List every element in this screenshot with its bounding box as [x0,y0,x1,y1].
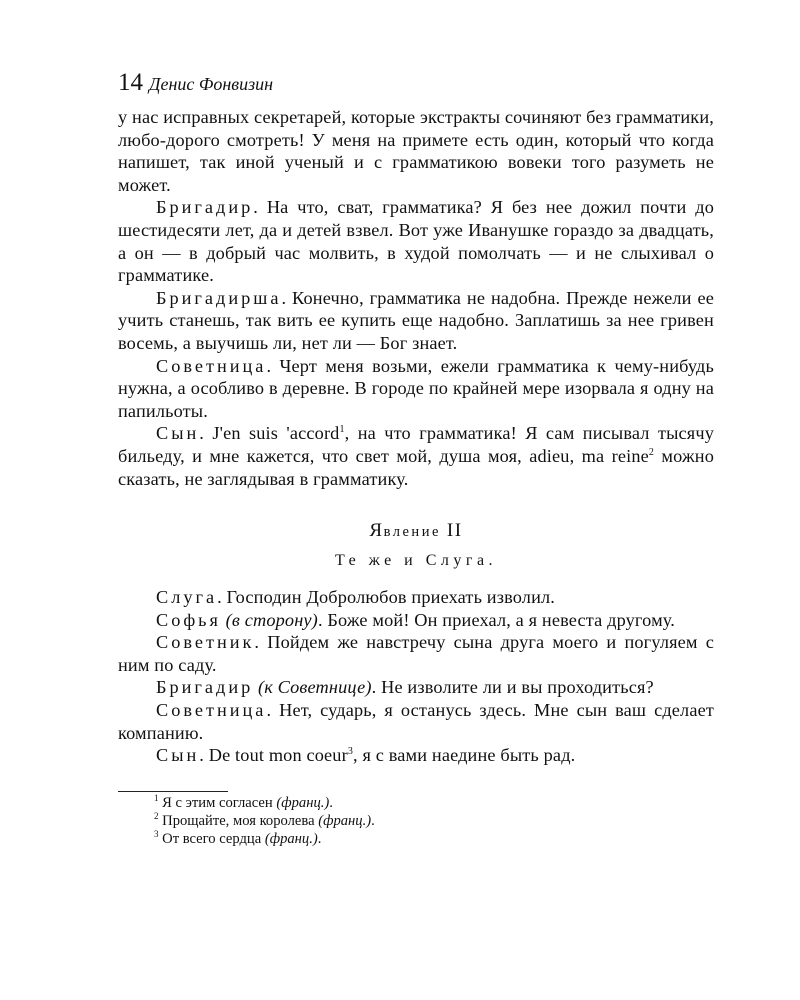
dialogue-text: Нет, сударь, я останусь здесь. Мне сын ваш сделает компанию. [118,700,714,743]
speaker-name: Слуга [156,587,218,608]
dialogue-line-syn-2: Сын. De tout mon coeur$^3$, я с вами наедине быть рад. [156,745,576,766]
dialogue-line-brigadirsha: Бригадирша. Конечно, грамматика не надобна. Прежде нежели ее учить станешь, так вить ее купить еще надобно. Заплатишь за нее гривен восемь, а выучишь ли, нет ли — Бог знает. [118,287,714,353]
speaker-name: Советница [156,355,267,376]
scene-heading-initial: Я [369,520,384,542]
speaker-name: Бригадир [156,197,254,218]
speaker-name: Бригадирша [156,287,282,308]
dialogue-text: можно сказать, не заглядывая в грамматику. [118,445,714,489]
scene-heading [118,518,714,544]
paragraph-text: у нас исправных секретарей, которые экстракты сочиняют без грамматики, любо-дорого смотреть! У меня на примете есть один, который что когда напишет, так иной ученый и с грамматикою вовеки того разуметь не может. [118,107,714,195]
paragraph-continuation [118,106,714,196]
speaker-name: Софья [156,609,221,630]
footnote-divider [118,791,228,792]
footnote-language: (франц.) [264,830,318,847]
speaker-name: Сын [156,423,200,444]
dialogue-text: Боже мой! Он приехал, а я невеста другому. [327,609,675,630]
footnote-marker[interactable]: 2 [648,446,655,458]
dialogue-line-sovetnitsa: Советница. Черт меня возьми, ежели грамматика к чему-нибудь нужна, а особливо в деревне. В городе по крайней мере изорвала я одну на папильоты. [118,355,714,421]
dialogue-line-sovetnik: Советник. Пойдем же навстречу сына друга моего и погуляем с ним по саду. [118,632,714,675]
footnote-marker[interactable]: 1 [339,424,345,436]
footnote-number: 2 [154,810,159,821]
speaker-name: Советник [156,632,255,653]
dialogue-text: , я с вами наедине быть рад. [353,745,576,766]
stage-direction: (в сторону) [225,609,318,630]
speaker-name: Советница [156,700,267,721]
dialogue-text: J'en suis 'accord [212,423,340,444]
footnote-number: 1 [154,792,159,803]
running-head-author: Денис Фонвизин [149,74,274,94]
dialogue-text: Пойдем же навстречу сына друга моего и погуляем с ним по саду. [118,632,714,675]
book-page [118,68,714,848]
scene-body-text [118,586,714,767]
dialogue-line-brigadir-2: Бригадир (к Советнице). Не изволите ли и вы проходиться? [156,677,654,698]
body-text [118,106,714,490]
footnote-item [154,830,714,848]
footnote-text: Прощайте, моя королева [162,812,315,829]
footnote-text: От всего сердца [162,830,262,847]
footnote-number: 3 [154,828,159,839]
running-head [118,68,714,98]
speaker-name: Сын [156,745,200,766]
stage-direction: (к Советнице) [258,677,372,698]
dialogue-text: Господин Добролюбов приехать изволил. [226,587,555,608]
scene-heading-word: вление [383,524,441,541]
scene-heading-number: II [446,520,463,542]
footnote-item [154,794,714,812]
footnote-language: (франц.) [318,812,372,829]
footnote-marker[interactable]: 3 [347,746,353,758]
footnote-text: Я с этим согласен [162,794,273,811]
dialogue-text: Не изволите ли и вы проходиться? [381,677,654,698]
dialogue-text: Черт меня возьми, ежели грамматика к чему-нибудь нужна, а особливо в деревне. В городе по крайней мере изорвала я одну на папильоты. [118,355,714,421]
scene-persons: Те же и Слуга. [334,552,498,570]
footnotes [118,794,714,848]
dialogue-line-syn: Сын. J'en suis 'accord$^1$, на что грамматика! Я сам писывал тысячу бильеду, и мне кажется, что свет мой, душа моя, adieu, ma reine$^2$ можно сказать, не заглядывая в грамматику. [118,423,714,489]
footnote-period: . [317,830,322,847]
dialogue-line-sofya: Софья (в сторону). Боже мой! Он приехал, а я невеста другому. [156,609,675,630]
dialogue-line-sluga: Слуга. Господин Добролюбов приехать изволил. [156,587,555,608]
footnote-item [154,812,714,830]
dialogue-text: De tout mon coeur [208,745,348,766]
page-number: 14 [118,69,143,96]
footnote-language: (франц.) [276,794,330,811]
dialogue-line-sovetnitsa-2: Советница. Нет, сударь, я останусь здесь. Мне сын ваш сделает компанию. [118,700,714,743]
dialogue-text: , на что грамматика! Я сам писывал тысячу бильеду, и мне кажется, что свет мой, душа моя, adieu, ma reine [118,423,714,466]
dialogue-line-brigadir: Бригадир. На что, сват, грамматика? Я без нее дожил почти до шестидесяти лет, да и детей взвел. Вот уже Иванушке гораздо за двадцать, а он — в добрый час молвить, в худой помолчать — и не слыхивал о грамматике. [118,197,714,286]
speaker-name: Бригадир [156,677,254,698]
dialogue-text: На что, сват, грамматика? Я без нее дожил почти до шестидесяти лет, да и детей взвел. Вот уже Иванушке гораздо за двадцать, а он — в добрый час молвить, в худой помолчать — и не слыхивал о грамматике. [118,197,714,286]
footnote-period: . [371,812,375,829]
dialogue-text: Конечно, грамматика не надобна. Прежде нежели ее учить станешь, так вить ее купить еще надобно. Заплатишь за нее гривен восемь, а выучишь ли, нет ли — Бог знает. [118,287,714,353]
footnote-period: . [329,794,333,811]
